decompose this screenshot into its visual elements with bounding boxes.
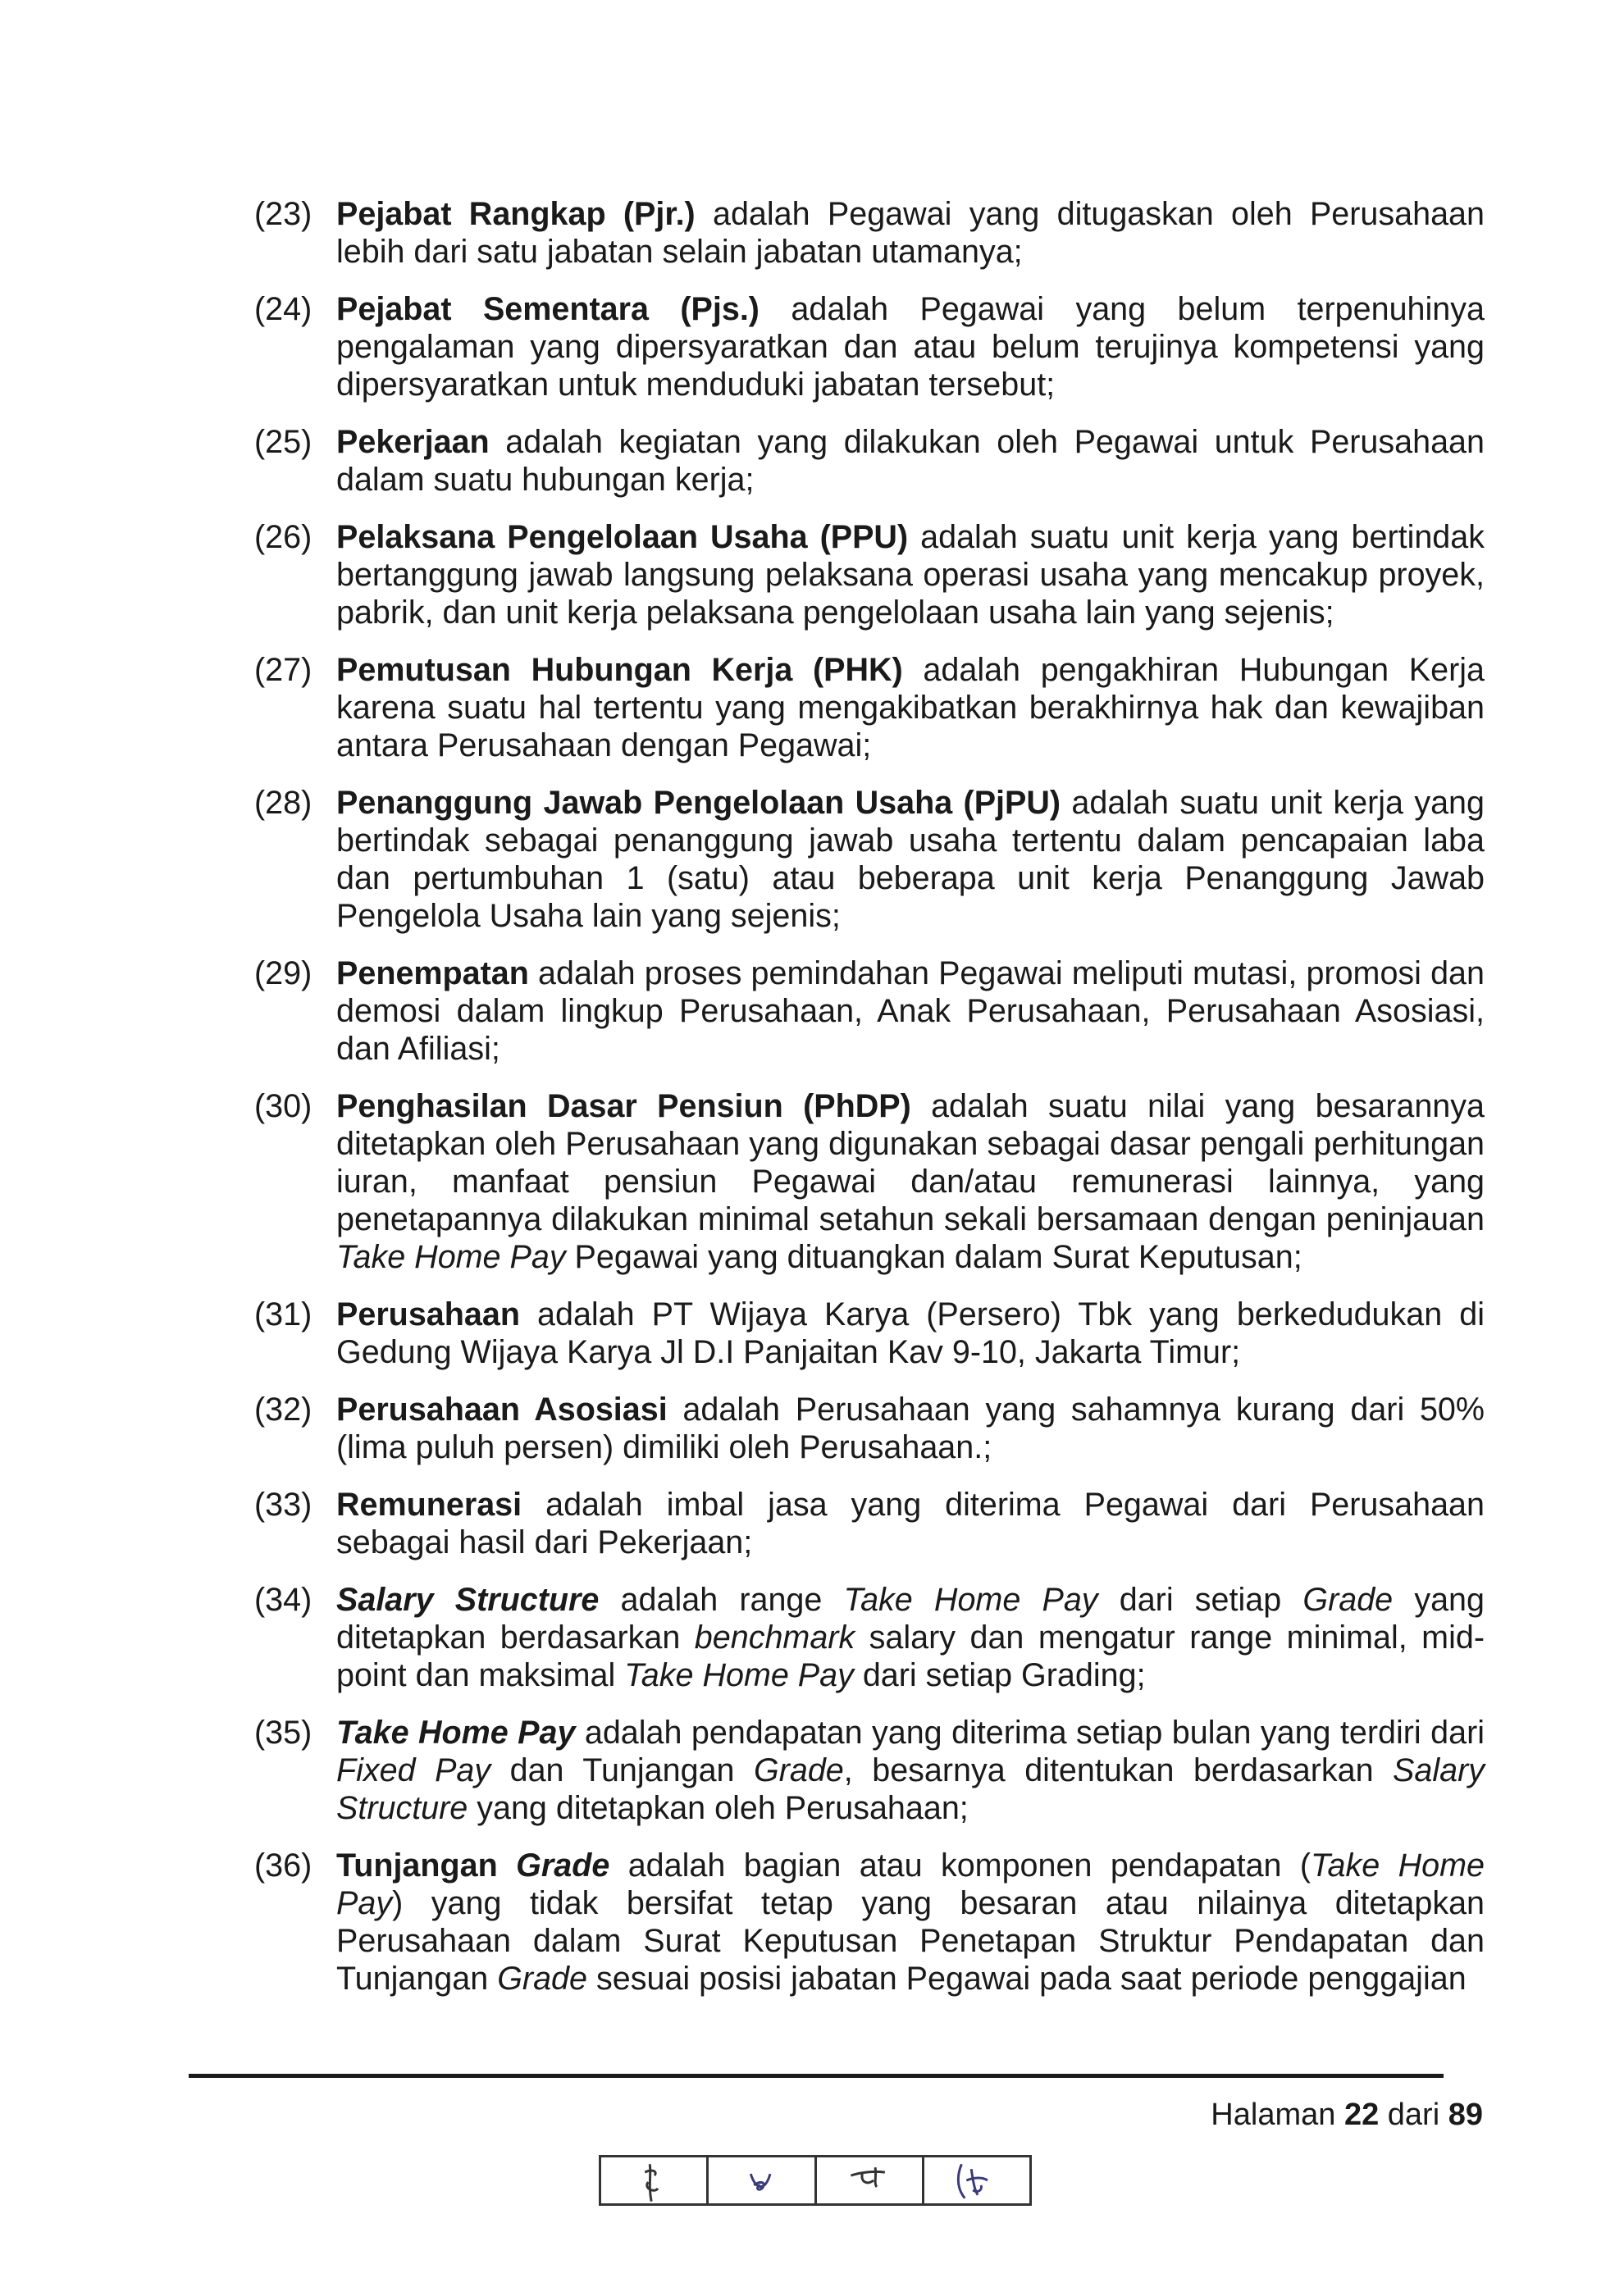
footer-rule (189, 2074, 1444, 2078)
definition-text: Salary Structure adalah range Take Home Pay dari setiap Grade yang ditetapkan berdasarkan benchmark salary dan mengatur range minimal, mid-point dan maksimal Take Home Pay dari setiap Grading; (336, 1582, 1485, 1693)
definition-number: (35) (254, 1715, 312, 1751)
initials-box (599, 2155, 1032, 2206)
definition-text: Pejabat Rangkap (Pjr.) adalah Pegawai yang ditugaskan oleh Perusahaan lebih dari satu jabatan selain jabatan utamanya; (336, 196, 1485, 270)
definition-number: (30) (254, 1088, 312, 1124)
definition-item (254, 518, 1485, 631)
handwritten-initial-3 (817, 2157, 922, 2203)
definition-text: Penghasilan Dasar Pensiun (PhDP) adalah suatu nilai yang besarannya ditetapkan oleh Perusahaan yang digunakan sebagai dasar pengali perhitungan iuran, manfaat pensiun Pegawai dan/atau remunerasi lainnya, yang penetapannya dilakukan minimal setahun sekali bersamaan dengan peninjauan Take Home Pay Pegawai yang dituangkan dalam Surat Keputusan; (336, 1088, 1485, 1275)
definition-item (254, 423, 1485, 499)
definition-number: (26) (254, 519, 312, 555)
current-page-number: 22 (1343, 2098, 1380, 2132)
definition-number: (27) (254, 652, 312, 688)
definition-item (254, 1087, 1485, 1276)
definition-text: Tunjangan Grade adalah bagian atau komponen pendapatan (Take Home Pay) yang tidak bersifat tetap yang besaran atau nilainya ditetapkan Perusahaan dalam Surat Keputusan Penetapan Struktur Pendapatan dan Tunjangan Grade sesuai posisi jabatan Pegawai pada saat periode penggajian (336, 1847, 1485, 1997)
definition-number: (32) (254, 1392, 312, 1428)
definition-item (254, 290, 1485, 403)
initial-cell-1 (601, 2157, 709, 2203)
footer-middle: dari (1387, 2098, 1440, 2132)
definition-number: (36) (254, 1847, 312, 1884)
definition-text: Penempatan adalah proses pemindahan Pegawai meliputi mutasi, promosi dan demosi dalam lingkup Perusahaan, Anak Perusahaan, Perusahaan Asosiasi, dan Afiliasi; (336, 955, 1485, 1067)
total-page-number: 89 (1448, 2098, 1483, 2132)
definition-item (254, 1486, 1485, 1561)
definition-item (254, 651, 1485, 764)
handwritten-initial-4 (924, 2157, 1029, 2203)
definition-text: Remunerasi adalah imbal jasa yang diterima Pegawai dari Perusahaan sebagai hasil dari Pekerjaan; (336, 1487, 1485, 1560)
definition-text: Take Home Pay adalah pendapatan yang diterima setiap bulan yang terdiri dari Fixed Pay dan Tunjangan Grade, besarnya ditentukan berdasarkan Salary Structure yang ditetapkan oleh Perusahaan; (336, 1715, 1485, 1826)
definition-number: (29) (254, 955, 312, 991)
definition-item (254, 195, 1485, 271)
initial-cell-4 (924, 2157, 1029, 2203)
handwritten-initial-2 (709, 2157, 814, 2203)
definition-text: Pejabat Sementara (Pjs.) adalah Pegawai yang belum terpenuhinya pengalaman yang dipersyaratkan dan atau belum terujinya kompetensi yang dipersyaratkan untuk menduduki jabatan tersebut; (336, 291, 1485, 403)
page-footer (1211, 2096, 1483, 2134)
definition-number: (34) (254, 1582, 312, 1618)
definition-item (254, 1581, 1485, 1694)
definition-item (254, 1847, 1485, 1998)
definition-item (254, 1714, 1485, 1827)
definition-item (254, 784, 1485, 935)
definition-number: (23) (254, 196, 312, 232)
definition-number: (25) (254, 424, 312, 460)
definition-text: Pemutusan Hubungan Kerja (PHK) adalah pengakhiran Hubungan Kerja karena suatu hal tertentu yang mengakibatkan berakhirnya hak dan kewajiban antara Perusahaan dengan Pegawai; (336, 652, 1485, 763)
definition-number: (28) (254, 785, 312, 821)
definition-item (254, 1296, 1485, 1371)
definition-text: Perusahaan adalah PT Wijaya Karya (Persero) Tbk yang berkedudukan di Gedung Wijaya Karya Jl D.I Panjaitan Kav 9-10, Jakarta Timur; (336, 1296, 1485, 1370)
definition-text: Pelaksana Pengelolaan Usaha (PPU) adalah suatu unit kerja yang bertindak bertanggung jawab langsung pelaksana operasi usaha yang mencakup proyek, pabrik, dan unit kerja pelaksana pengelolaan usaha lain yang sejenis; (336, 519, 1485, 631)
definition-number: (24) (254, 291, 312, 327)
definition-text: Penanggung Jawab Pengelolaan Usaha (PjPU) adalah suatu unit kerja yang bertindak sebagai penanggung jawab usaha tertentu dalam pencapaian laba dan pertumbuhan 1 (satu) atau beberapa unit kerja Penanggung Jawab Pengelola Usaha lain yang sejenis; (336, 785, 1485, 934)
initial-cell-3 (817, 2157, 924, 2203)
definition-text: Pekerjaan adalah kegiatan yang dilakukan oleh Pegawai untuk Perusahaan dalam suatu hubungan kerja; (336, 424, 1485, 498)
initial-cell-2 (709, 2157, 816, 2203)
definition-text: Perusahaan Asosiasi adalah Perusahaan yang sahamnya kurang dari 50% (lima puluh persen) dimiliki oleh Perusahaan.; (336, 1392, 1485, 1465)
handwritten-initial-1 (601, 2157, 706, 2203)
definition-item (254, 1391, 1485, 1466)
definitions-list (254, 195, 1485, 2017)
footer-prefix: Halaman (1211, 2098, 1336, 2132)
definition-item (254, 954, 1485, 1068)
definition-number: (33) (254, 1487, 312, 1523)
definition-number: (31) (254, 1296, 312, 1332)
